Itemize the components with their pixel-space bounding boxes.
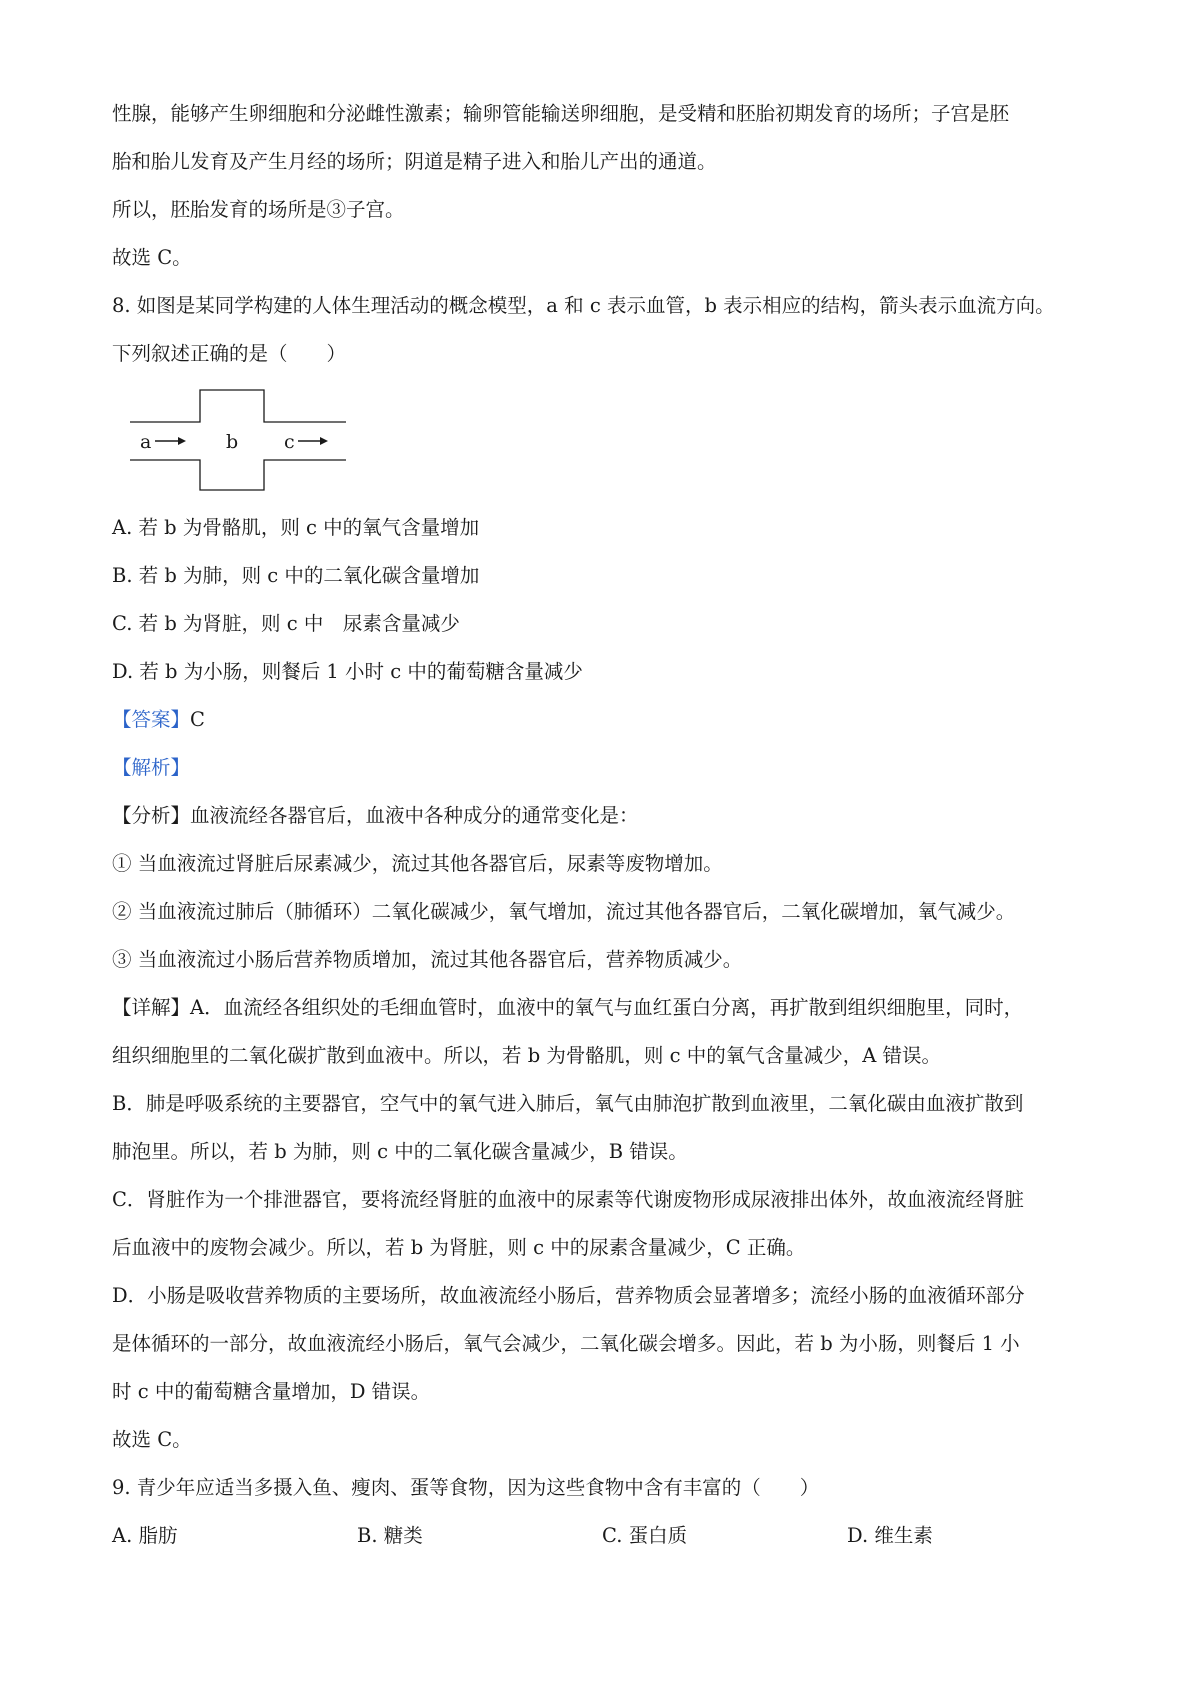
detail-a-line-1: 【详解】A．血流经各组织处的毛细血管时，血液中的氧气与血红蛋白分离，再扩散到组织细胞里，同时， [112, 996, 1024, 1019]
analysis-tag: 【解析】 [112, 756, 191, 779]
arrow-a-icon [155, 437, 186, 445]
q9-stem: 9. 青少年应适当多摄入鱼、瘦肉、蛋等食物，因为这些食物中含有丰富的（ ） [112, 1476, 820, 1499]
analysis-point-1: ① 当血液流过肾脏后尿素减少，流过其他各器官后，尿素等废物增加。 [112, 852, 723, 875]
structure-b-label: b [226, 431, 239, 453]
q8-option-b: B. 若 b 为肺，则 c 中的二氧化碳含量增加 [112, 564, 480, 587]
analysis-intro: 【分析】血液流经各器官后，血液中各种成分的通常变化是： [112, 804, 639, 827]
blood-flow-diagram [112, 384, 352, 496]
detail-b-line-2: 肺泡里。所以，若 b 为肺，则 c 中的二氧化碳含量减少，B 错误。 [112, 1140, 688, 1163]
analysis-point-2: ② 当血液流过肺后（肺循环）二氧化碳减少，氧气增加，流过其他各器官后，二氧化碳增加，氧气减少。 [112, 900, 1016, 923]
arrow-c-icon [298, 437, 328, 445]
vessel-a-label: a [140, 431, 152, 453]
q9-option-a: A. 脂肪 [112, 1524, 178, 1547]
q8-option-c: C. 若 b 为肾脏，则 c 中 尿素含量减少 [112, 612, 460, 635]
detail-d-line-3: 时 c 中的葡萄糖含量增加，D 错误。 [112, 1380, 431, 1403]
continuation-conclusion: 故选 C。 [112, 246, 192, 269]
detail-c-line-1: C．肾脏作为一个排泄器官，要将流经肾脏的血液中的尿素等代谢废物形成尿液排出体外，故血液流经肾脏 [112, 1188, 1024, 1211]
detail-d-line-2: 是体循环的一部分，故血液流经小肠后，氧气会减少，二氧化碳会增多。因此，若 b 为小肠，则餐后 1 小 [112, 1332, 1020, 1355]
q8-option-d: D. 若 b 为小肠，则餐后 1 小时 c 中的葡萄糖含量减少 [112, 660, 583, 683]
continuation-line-1: 性腺，能够产生卵细胞和分泌雌性激素；输卵管能输送卵细胞，是受精和胚胎初期发育的场所；子宫是胚 [112, 102, 1010, 125]
analysis-point-3: ③ 当血液流过小肠后营养物质增加，流过其他各器官后，营养物质减少。 [112, 948, 743, 971]
q8-option-a: A. 若 b 为骨骼肌，则 c 中的氧气含量增加 [112, 516, 480, 539]
q8-answer-line [112, 706, 205, 734]
answer-value: C [190, 708, 205, 731]
vessel-c-label: c [284, 431, 295, 453]
q8-conclusion: 故选 C。 [112, 1428, 192, 1451]
q9-option-d: D. 维生素 [847, 1524, 933, 1547]
answer-tag: 【答案】 [112, 708, 191, 731]
detail-c-line-2: 后血液中的废物会减少。所以，若 b 为肾脏，则 c 中的尿素含量减少，C 正确。 [112, 1236, 806, 1259]
q9-option-c: C. 蛋白质 [602, 1524, 688, 1547]
q8-stem-line-2: 下列叙述正确的是（ ） [112, 342, 347, 365]
detail-a-line-2: 组织细胞里的二氧化碳扩散到血液中。所以，若 b 为骨骼肌，则 c 中的氧气含量减少，A 错误。 [112, 1044, 941, 1067]
continuation-line-2: 胎和胎儿发育及产生月经的场所；阴道是精子进入和胎儿产出的通道。 [112, 150, 717, 173]
continuation-line-3: 所以，胚胎发育的场所是③子宫。 [112, 198, 405, 221]
detail-b-line-1: B．肺是呼吸系统的主要器官，空气中的氧气进入肺后，氧气由肺泡扩散到血液里，二氧化碳由血液扩散到 [112, 1092, 1024, 1115]
q9-option-b: B. 糖类 [357, 1524, 423, 1547]
detail-d-line-1: D．小肠是吸收营养物质的主要场所，故血液流经小肠后，营养物质会显著增多；流经小肠的血液循环部分 [112, 1284, 1025, 1307]
q8-stem-line-1: 8. 如图是某同学构建的人体生理活动的概念模型，a 和 c 表示血管，b 表示相应的结构，箭头表示血流方向。 [112, 294, 1055, 317]
q9-options [112, 1522, 1092, 1550]
